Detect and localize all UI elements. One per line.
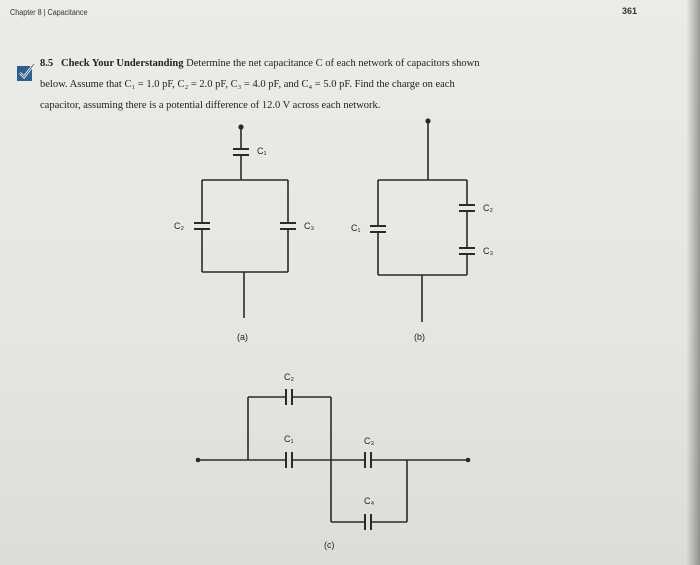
problem-title: Check Your Understanding [61,58,184,69]
circuit-c [198,389,468,530]
label-c-c4: C₄ [364,496,375,506]
circuit-a [194,128,296,318]
label-b-c1: C₁ [351,223,361,233]
chapter-header: Chapter 8 | Capacitance [10,8,88,17]
terminal-c-left [196,458,201,463]
label-b-c3: C₃ [483,246,494,256]
label-a-c3: C₃ [304,221,315,231]
label-b-c2: C₂ [483,203,493,213]
problem-number: 8.5 [40,58,54,69]
label-a-c2: C₂ [174,221,184,231]
label-a-c1: C₁ [257,146,267,156]
caption-b: (b) [414,332,425,342]
terminal-c-right [466,458,471,463]
circuit-b [370,122,475,322]
page-number: 361 [622,6,638,16]
caption-a: (a) [237,332,248,342]
problem-line-2: below. Assume that C₁ = 1.0 pF, C₂ = 2.0 pF, C₃ = 4.0 pF, and C₄ = 5.0 pF. Find the charge on each [40,79,455,90]
terminal-a-top [238,124,243,129]
label-c-c3: C₃ [364,436,375,446]
terminal-b-top [425,118,430,123]
label-c-c2: C₂ [284,372,294,382]
problem-line-3: capacitor, assuming there is a potential difference of 12.0 V across each network. [40,100,381,111]
problem-line-1-text: Determine the net capacitance C of each network of capacitors shown [186,58,480,69]
caption-c: (c) [324,540,335,550]
label-c-c1: C₁ [284,434,294,444]
